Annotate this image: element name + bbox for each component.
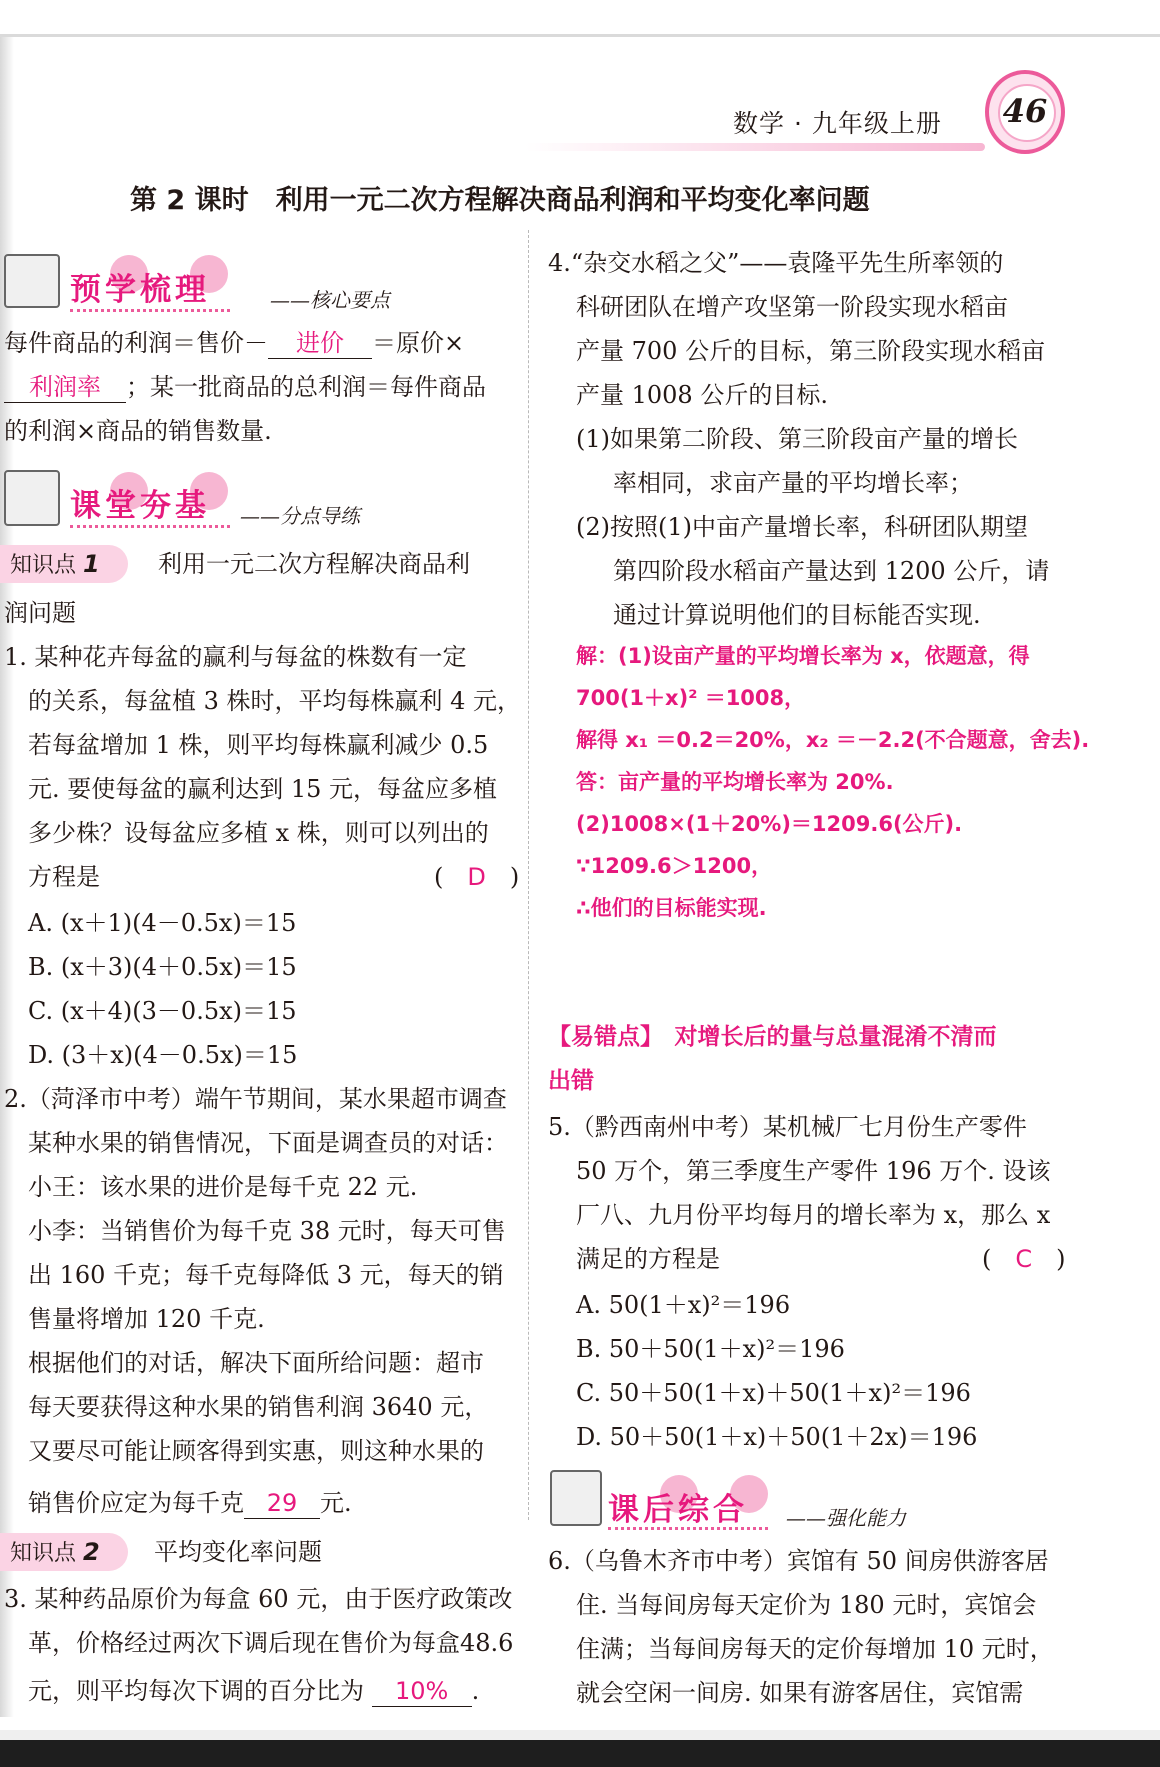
section-title-classroom: 课堂夯基 xyxy=(70,488,210,524)
section-title-after: 课后综合 xyxy=(608,1492,748,1528)
mistake-point-title: 【易错点】 对增长后的量与总量混淆不清而 xyxy=(548,1024,997,1050)
q4-line: 率相同，求亩产量的平均增长率； xyxy=(613,469,973,497)
header-decoration xyxy=(525,143,985,151)
answer-blank: 进价 xyxy=(268,328,372,359)
q2-line: 某种水果的销售情况，下面是调查员的对话： xyxy=(28,1129,508,1157)
knowledge-point-title-cont: 润问题 xyxy=(4,599,76,627)
q2-answer: 29 xyxy=(244,1488,320,1519)
q2-line: 小李：当销售价为每千克 38 元时，每天可售 xyxy=(28,1217,506,1245)
q1-line: 的关系，每盆植 3 株时，平均每株赢利 4 元， xyxy=(28,687,522,715)
q2-line: 又要尽可能让顾客得到实惠，则这种水果的 xyxy=(28,1437,484,1465)
q1-line: 元. 要使每盆的赢利达到 15 元，每盆应多植 xyxy=(28,775,498,803)
preview-line-3: 的利润×商品的销售数量. xyxy=(4,417,272,445)
q4-subquestion: (2)按照(1)中亩产量增长率，科研团队期望 xyxy=(576,513,1028,541)
school-icon xyxy=(4,254,60,308)
answer-blank: 利润率 xyxy=(4,372,126,403)
q4-solution: (2)1008×(1＋20%)＝1209.6(公斤). xyxy=(576,812,963,836)
q5-line: 满足的方程是 xyxy=(576,1245,720,1273)
q5-option: A. 50(1＋x)²＝196 xyxy=(576,1291,791,1319)
dotted-underline xyxy=(70,306,230,312)
top-margin xyxy=(0,0,1160,34)
backpack-icon xyxy=(4,470,60,526)
q2-line: 小王：该水果的进价是每千克 22 元. xyxy=(28,1173,418,1201)
lesson-title: 第 2 课时 利用一元二次方程解决商品利润和平均变化率问题 xyxy=(130,185,870,216)
q3-line: 3. 某种药品原价为每盒 60 元，由于医疗政策改 xyxy=(4,1585,513,1613)
knowledge-point-title: 利用一元二次方程解决商品利 xyxy=(158,550,470,578)
q2-line: 根据他们的对话，解决下面所给问题：超市 xyxy=(28,1349,484,1377)
q5-line: 5.（黔西南州中考）某机械厂七月份生产零件 xyxy=(548,1113,1027,1141)
mistake-point-title-cont: 出错 xyxy=(548,1068,594,1094)
preview-line-2: 利润率 ；某一批商品的总利润＝每件商品 xyxy=(4,372,486,403)
column-divider xyxy=(528,230,529,1520)
page-edge xyxy=(0,34,1160,37)
q4-line: 产量 700 公斤的目标，第三阶段实现水稻亩 xyxy=(576,337,1046,365)
q4-subquestion: (1)如果第二阶段、第三阶段亩产量的增长 xyxy=(576,425,1018,453)
q4-line: 通过计算说明他们的目标能否实现. xyxy=(613,601,981,629)
q1-option: B. (x＋3)(4＋0.5x)＝15 xyxy=(28,953,297,981)
q1-answer-bracket: ( D ) xyxy=(434,863,520,891)
q4-line: 科研团队在增产攻坚第一阶段实现水稻亩 xyxy=(576,293,1008,321)
q5-answer-bracket: ( C ) xyxy=(982,1245,1066,1273)
q4-solution: 答：亩产量的平均增长率为 20%. xyxy=(576,770,894,794)
q4-solution: 解：(1)设亩产量的平均增长率为 x，依题意，得 xyxy=(576,644,1030,668)
bottom-bar xyxy=(0,1740,1160,1767)
q1-answer: D xyxy=(467,863,486,891)
q4-solution: 700(1＋x)² ＝1008， xyxy=(576,686,806,710)
dotted-underline xyxy=(608,1524,768,1530)
preview-line-1: 每件商品的利润＝售价－ 进价 ＝原价× xyxy=(4,329,465,357)
q1-option: C. (x＋4)(3－0.5x)＝15 xyxy=(28,997,297,1025)
knowledge-point-badge: 知识点 2 xyxy=(0,1533,128,1571)
page-bottom-edge xyxy=(0,1730,1160,1740)
subject-header: 数学 · 九年级上册 xyxy=(733,109,942,138)
q3-line-last: 元，则平均每次下调的百分比为 10% . xyxy=(28,1677,480,1705)
q5-option: B. 50＋50(1＋x)²＝196 xyxy=(576,1335,845,1363)
q1-option: D. (3＋x)(4－0.5x)＝15 xyxy=(28,1041,298,1069)
q6-line: 6.（乌鲁木齐市中考）宾馆有 50 间房供游客居 xyxy=(548,1547,1049,1575)
q6-line: 住满；当每间房每天的定价每增加 10 元时， xyxy=(576,1635,1054,1663)
section-subtitle: ——强化能力 xyxy=(786,1506,906,1530)
q2-line-last: 销售价应定为每千克 29 元. xyxy=(28,1489,352,1517)
knowledge-point-title: 平均变化率问题 xyxy=(154,1538,322,1566)
q4-solution: 解得 x₁ ＝0.2＝20%，x₂ ＝－2.2(不合题意，舍去). xyxy=(576,728,1090,752)
abc-book-icon xyxy=(550,1470,602,1526)
q4-line: 4.“杂交水稻之父”——袁隆平先生所率领的 xyxy=(548,249,1004,277)
q5-answer: C xyxy=(1015,1245,1033,1273)
q2-line: 2.（菏泽市中考）端午节期间，某水果超市调查 xyxy=(4,1085,507,1113)
section-subtitle: ——核心要点 xyxy=(270,288,390,312)
q1-line: 多少株？设每盆应多植 x 株，则可以列出的 xyxy=(28,819,489,847)
q1-line: 方程是 xyxy=(28,863,100,891)
q1-line: 1. 某种花卉每盆的赢利与每盆的株数有一定 xyxy=(4,643,467,671)
q3-line: 革，价格经过两次下调后现在售价为每盒48.6 xyxy=(28,1629,514,1657)
q6-line: 就会空闲一间房. 如果有游客居住，宾馆需 xyxy=(576,1679,1024,1707)
section-title-preview: 预学梳理 xyxy=(70,272,210,308)
q4-line: 产量 1008 公斤的目标. xyxy=(576,381,828,409)
section-subtitle: ——分点导练 xyxy=(240,504,360,528)
q1-line: 若每盆增加 1 株，则平均每株赢利减少 0.5 xyxy=(28,731,489,759)
knowledge-point-badge: 知识点 1 xyxy=(0,545,128,583)
q1-option: A. (x＋1)(4－0.5x)＝15 xyxy=(28,909,297,937)
q4-line: 第四阶段水稻亩产量达到 1200 公斤，请 xyxy=(613,557,1050,585)
q3-answer: 10% xyxy=(372,1676,472,1707)
q5-line: 50 万个，第三季度生产零件 196 万个. 设该 xyxy=(576,1157,1051,1185)
q5-option: D. 50＋50(1＋x)＋50(1＋2x)＝196 xyxy=(576,1423,978,1451)
page-number: 46 xyxy=(1002,92,1048,130)
q6-line: 住. 当每间房每天定价为 180 元时，宾馆会 xyxy=(576,1591,1037,1619)
q2-line: 每天要获得这种水果的销售利润 3640 元， xyxy=(28,1393,489,1421)
q5-line: 厂八、九月份平均每月的增长率为 x，那么 x xyxy=(576,1201,1051,1229)
q2-line: 售量将增加 120 千克. xyxy=(28,1305,265,1333)
dotted-underline xyxy=(70,522,230,528)
q4-solution: ∴他们的目标能实现. xyxy=(576,896,767,920)
q4-solution: ∵1209.6＞1200， xyxy=(576,854,773,878)
q2-line: 出 160 千克；每千克每降低 3 元，每天的销 xyxy=(28,1261,504,1289)
q5-option: C. 50＋50(1＋x)＋50(1＋x)²＝196 xyxy=(576,1379,971,1407)
